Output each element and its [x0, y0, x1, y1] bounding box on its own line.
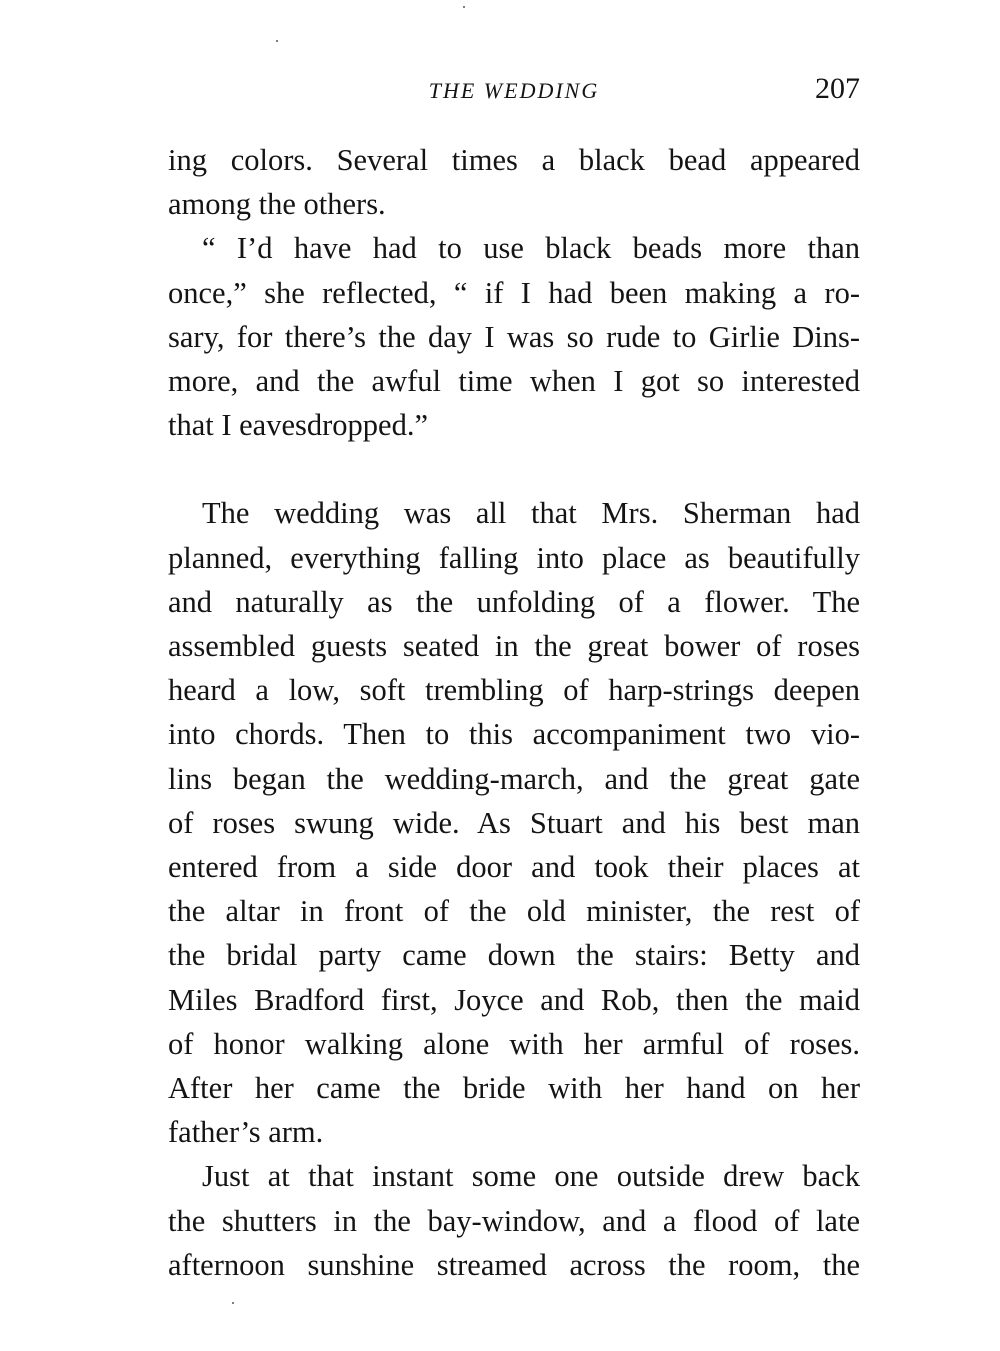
text-line: After her came the bride with her hand on her: [168, 1071, 860, 1106]
text-line: Just at that instant some one outside drew back: [202, 1159, 860, 1194]
text-line: the shutters in the bay-window, and a flood of late: [168, 1203, 860, 1238]
body-text: [168, 138, 860, 1287]
text-line: among the others.: [168, 187, 386, 222]
text-line: once,” she reflected, “ if I had been making a ro-: [168, 275, 860, 310]
print-speck: [232, 1302, 234, 1304]
text-line: Miles Bradford first, Joyce and Rob, then the maid: [168, 982, 860, 1017]
text-line: more, and the awful time when I got so interested: [168, 364, 860, 399]
text-line: father’s arm.: [168, 1115, 324, 1150]
text-line: sary, for there’s the day I was so rude to Girlie Dins-: [168, 319, 860, 354]
text-line: lins began the wedding-march, and the great gate: [168, 761, 860, 796]
paragraph: [168, 1154, 860, 1287]
running-head: [168, 72, 860, 112]
text-line: of honor walking alone with her armful of roses.: [168, 1026, 860, 1061]
text-line: into chords. Then to this accompaniment two vio-: [168, 717, 860, 752]
text-line: assembled guests seated in the great bower of roses: [168, 629, 860, 664]
text-line: heard a low, soft trembling of harp-strings deepen: [168, 673, 860, 708]
running-title: THE WEDDING: [428, 78, 600, 103]
text-line: of roses swung wide. As Stuart and his best man: [168, 805, 860, 840]
text-line: ing colors. Several times a black bead appeared: [168, 143, 860, 177]
text-line: that I eavesdropped.”: [168, 408, 428, 443]
text-line: The wedding was all that Mrs. Sherman had: [202, 496, 860, 531]
text-line: “ I’d have had to use black beads more than: [202, 231, 860, 266]
text-line: planned, everything falling into place as beautifully: [168, 540, 860, 575]
text-line: afternoon sunshine streamed across the room, the: [168, 1247, 860, 1282]
paragraph: [168, 138, 860, 226]
print-speck: [276, 40, 278, 42]
paragraph: [168, 491, 860, 1154]
paragraph: [168, 226, 860, 447]
text-line: and naturally as the unfolding of a flower. The: [168, 584, 860, 619]
print-speck: [463, 6, 465, 8]
text-line: entered from a side door and took their places at: [168, 850, 860, 885]
text-line: the altar in front of the old minister, the rest of: [168, 894, 860, 929]
page-number: 207: [815, 72, 860, 105]
section-break: [168, 447, 860, 491]
text-line: the bridal party came down the stairs: Betty and: [168, 938, 860, 973]
